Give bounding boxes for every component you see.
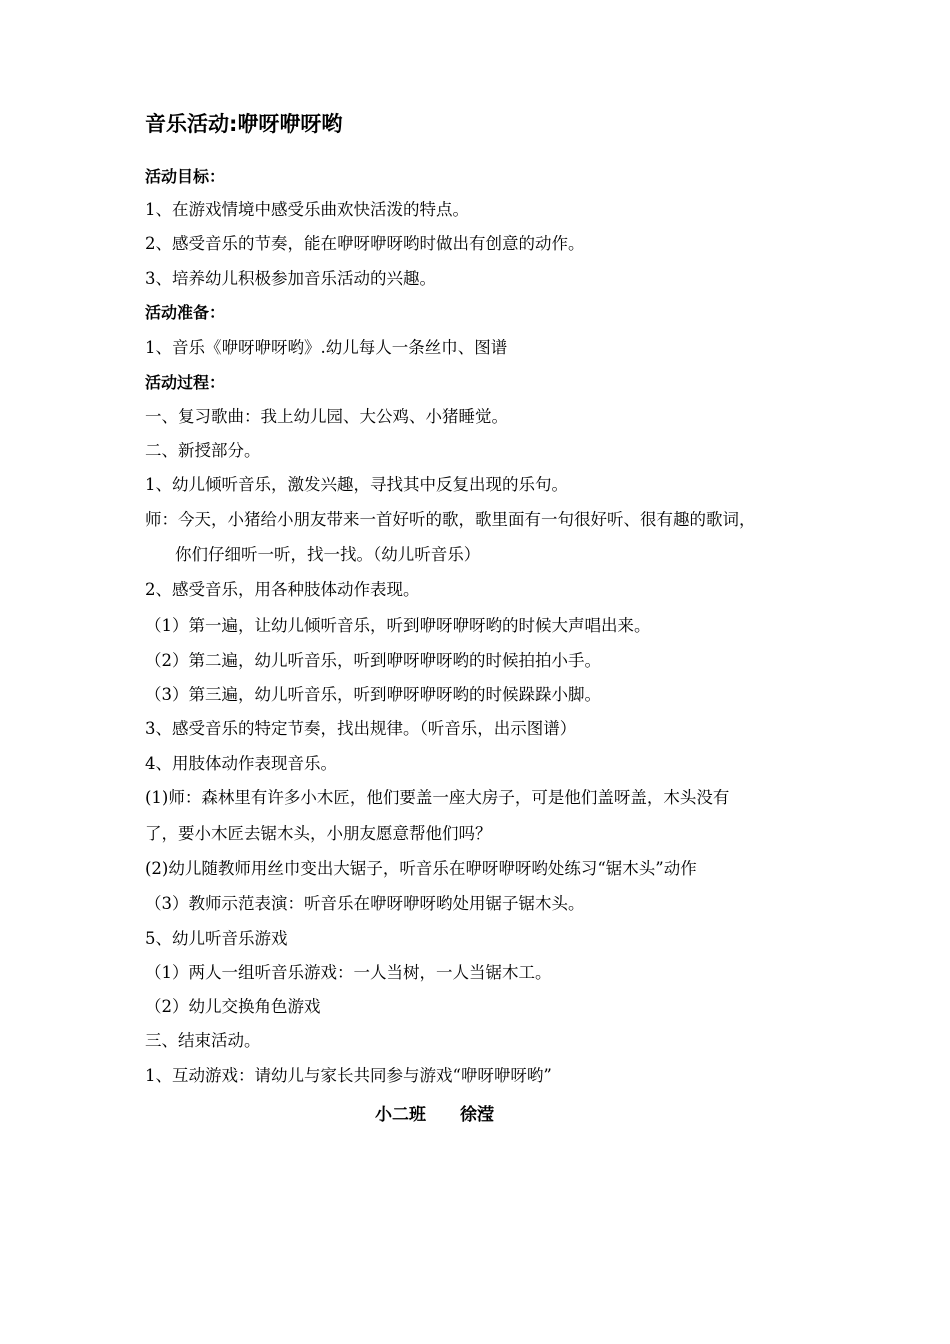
document-title: 音乐活动:咿呀咿呀哟: [145, 112, 343, 136]
goal-item: 3、培养幼儿积极参加音乐活动的兴趣。: [145, 269, 436, 288]
process-line: 你们仔细听一听，找一找。（幼儿听音乐）: [175, 545, 481, 564]
process-line: （3）第三遍，幼儿听音乐，听到咿呀咿呀哟的时候跺跺小脚。: [145, 685, 601, 704]
process-line: （1）两人一组听音乐游戏：一人当树，一人当锯木工。: [145, 963, 552, 982]
process-line: 5、幼儿听音乐游戏: [145, 929, 288, 948]
process-line: 2、感受音乐，用各种肢体动作表现。: [145, 580, 420, 599]
process-line: （1）第一遍，让幼儿倾听音乐，听到咿呀咿呀哟的时候大声唱出来。: [145, 616, 651, 635]
process-line: (2)幼儿随教师用丝巾变出大锯子，听音乐在咿呀咿呀哟处练习“锯木头”动作: [145, 859, 697, 878]
process-line: 1、幼儿倾听音乐，激发兴趣，寻找其中反复出现的乐句。: [145, 475, 568, 494]
process-heading: 活动过程：: [145, 373, 226, 392]
goal-item: 2、感受音乐的节奏，能在咿呀咿呀哟时做出有创意的动作。: [145, 234, 585, 253]
signature-class: 小二班: [375, 1105, 426, 1125]
process-line: 4、用肢体动作表现音乐。: [145, 754, 337, 773]
process-line: （3）教师示范表演：听音乐在咿呀咿呀哟处用锯子锯木头。: [145, 894, 585, 913]
process-line: (1)师：森林里有许多小木匠，他们要盖一座大房子，可是他们盖呀盖，木头没有: [145, 788, 730, 807]
preparation-heading: 活动准备：: [145, 303, 226, 322]
signature: [375, 1100, 494, 1125]
process-line: 了，要小木匠去锯木头，小朋友愿意帮他们吗？: [145, 824, 492, 843]
process-line: （2）幼儿交换角色游戏: [145, 997, 321, 1016]
process-line: 1、互动游戏：请幼儿与家长共同参与游戏“咿呀咿呀哟”: [145, 1066, 552, 1085]
signature-teacher: 徐滢: [460, 1105, 494, 1125]
process-line: 师：今天，小猪给小朋友带来一首好听的歌，歌里面有一句很好听、很有趣的歌词，: [145, 510, 756, 529]
goal-item: 1、在游戏情境中感受乐曲欢快活泼的特点。: [145, 200, 469, 219]
process-line: 三、结束活动。: [145, 1031, 261, 1050]
preparation-item: 1、音乐《咿呀咿呀哟》.幼儿每人一条丝巾、图谱: [145, 338, 508, 357]
process-line: （2）第二遍，幼儿听音乐，听到咿呀咿呀哟的时候拍拍小手。: [145, 651, 601, 670]
goals-heading: 活动目标：: [145, 167, 226, 186]
process-line: 二、新授部分。: [145, 441, 261, 460]
process-line: 一、复习歌曲：我上幼儿园、大公鸡、小猪睡觉。: [145, 407, 508, 426]
process-line: 3、感受音乐的特定节奏，找出规律。（听音乐，出示图谱）: [145, 719, 577, 738]
